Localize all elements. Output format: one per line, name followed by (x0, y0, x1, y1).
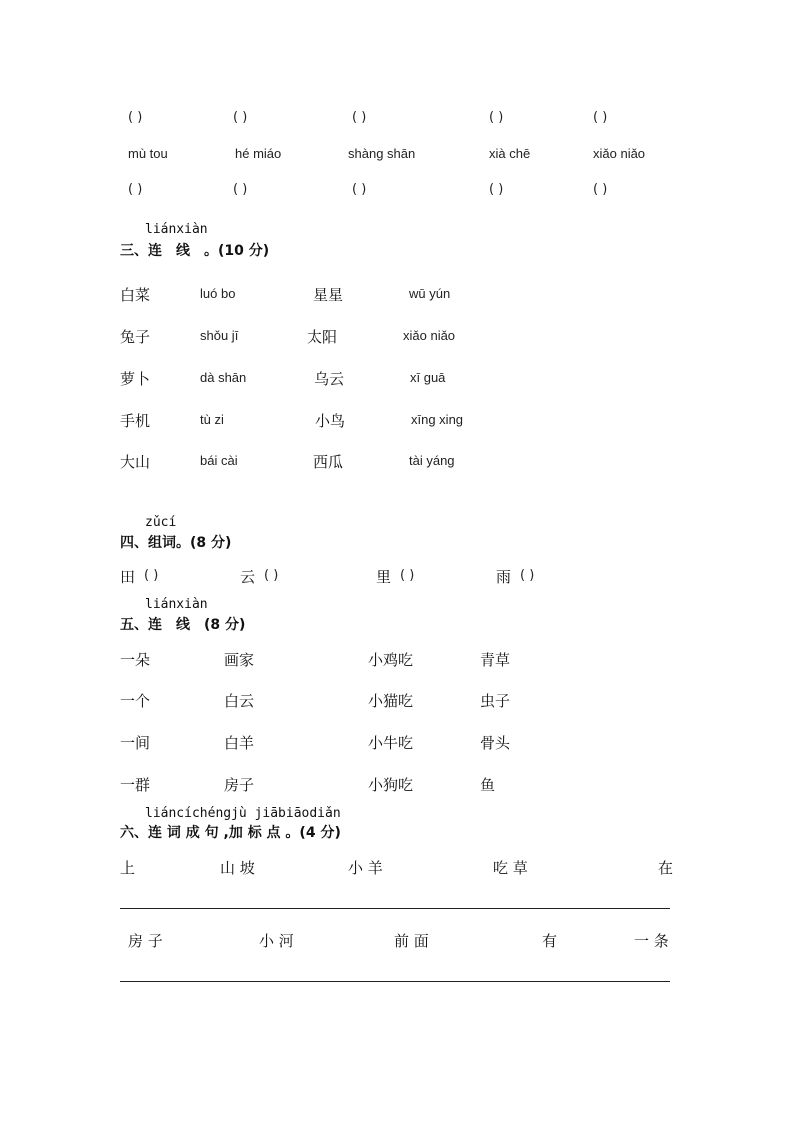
section-title: 四、组词。(8 分) (120, 535, 232, 551)
match-item[interactable]: 白菜 (120, 286, 151, 304)
answer-blank[interactable]: ( ) (489, 110, 504, 125)
word-tile: 在 (658, 859, 674, 877)
match-item[interactable]: 小鸡吃 (368, 651, 414, 669)
match-item[interactable]: bái cài (200, 453, 238, 468)
match-item[interactable]: 虫子 (480, 692, 511, 710)
pinyin-word: hé miáo (235, 146, 282, 161)
word-tile: 房 子 (128, 932, 163, 950)
match-item[interactable]: 小猫吃 (368, 692, 414, 710)
answer-blank[interactable]: ( ) (489, 182, 504, 197)
pinyin-word: mù tou (128, 146, 168, 161)
word-char: 里 (376, 568, 392, 586)
answer-line[interactable] (120, 981, 670, 982)
match-item[interactable]: 小牛吃 (368, 734, 414, 752)
match-item[interactable]: 一群 (120, 776, 151, 794)
answer-blank[interactable]: ( ) (128, 110, 143, 125)
match-item[interactable]: tài yáng (409, 453, 455, 468)
section-pinyin-heading: liáncíchéngjù jiābiāodiǎn (145, 806, 341, 821)
pinyin-word: xiǎo niǎo (593, 146, 646, 161)
match-item[interactable]: 骨头 (480, 734, 511, 752)
match-item[interactable]: 星星 (313, 286, 344, 304)
section-title: 六、连 词 成 句 ,加 标 点 。(4 分) (120, 825, 341, 841)
word-tile: 上 (120, 859, 136, 877)
match-item[interactable]: luó bo (200, 286, 236, 301)
word-tile: 一 条 (634, 932, 669, 950)
answer-blank[interactable]: ( ) (352, 182, 367, 197)
word-tile: 小 河 (259, 932, 294, 950)
match-item[interactable]: 萝卜 (120, 370, 151, 388)
answer-blank[interactable]: ( ) (520, 568, 535, 583)
word-tile: 吃 草 (493, 859, 528, 877)
answer-blank[interactable]: ( ) (233, 182, 248, 197)
answer-blank[interactable]: ( ) (352, 110, 367, 125)
answer-blank[interactable]: ( ) (144, 568, 159, 583)
section-pinyin-heading: liánxiàn (145, 597, 208, 612)
answer-blank[interactable]: ( ) (264, 568, 279, 583)
match-item[interactable]: 乌云 (314, 370, 345, 388)
pinyin-word: xià chē (489, 146, 531, 161)
section-title: 五、连 线 (8 分) (120, 617, 246, 633)
match-item[interactable]: 小鸟 (315, 412, 346, 430)
match-item[interactable]: xiǎo niǎo (403, 328, 456, 343)
match-item[interactable]: 一间 (120, 734, 151, 752)
answer-blank[interactable]: ( ) (593, 182, 608, 197)
match-item[interactable]: 鱼 (480, 776, 496, 794)
match-item[interactable]: 西瓜 (313, 453, 344, 471)
match-item[interactable]: shǒu jī (200, 328, 239, 343)
word-char: 云 (240, 568, 256, 586)
match-item[interactable]: 画家 (224, 651, 255, 669)
match-item[interactable]: wū yún (409, 286, 451, 301)
word-char: 田 (120, 568, 136, 586)
match-item[interactable]: 大山 (120, 453, 151, 471)
answer-blank[interactable]: ( ) (128, 182, 143, 197)
match-item[interactable]: 青草 (480, 651, 511, 669)
word-tile: 有 (542, 932, 558, 950)
section-title: 三、连 线 。(10 分) (120, 243, 270, 259)
answer-blank[interactable]: ( ) (593, 110, 608, 125)
match-item[interactable]: 白羊 (224, 734, 255, 752)
match-item[interactable]: 小狗吃 (368, 776, 414, 794)
word-tile: 前 面 (394, 932, 429, 950)
match-item[interactable]: 太阳 (307, 328, 338, 346)
match-item[interactable]: dà shān (200, 370, 247, 385)
answer-blank[interactable]: ( ) (400, 568, 415, 583)
match-item[interactable]: 手机 (120, 412, 151, 430)
match-item[interactable]: 一个 (120, 692, 151, 710)
answer-line[interactable] (120, 908, 670, 909)
match-item[interactable]: xī guā (410, 370, 446, 385)
section-pinyin-heading: zǔcí (145, 515, 177, 530)
match-item[interactable]: 白云 (224, 692, 255, 710)
pinyin-word: shàng shān (348, 146, 416, 161)
word-tile: 山 坡 (220, 859, 255, 877)
answer-blank[interactable]: ( ) (233, 110, 248, 125)
section-pinyin-heading: liánxiàn (145, 222, 208, 237)
word-char: 雨 (496, 568, 512, 586)
match-item[interactable]: 兔子 (120, 328, 151, 346)
match-item[interactable]: 房子 (224, 776, 255, 794)
match-item[interactable]: tù zi (200, 412, 224, 427)
match-item[interactable]: xīng xing (411, 412, 464, 427)
word-tile: 小 羊 (348, 859, 383, 877)
match-item[interactable]: 一朵 (120, 651, 151, 669)
